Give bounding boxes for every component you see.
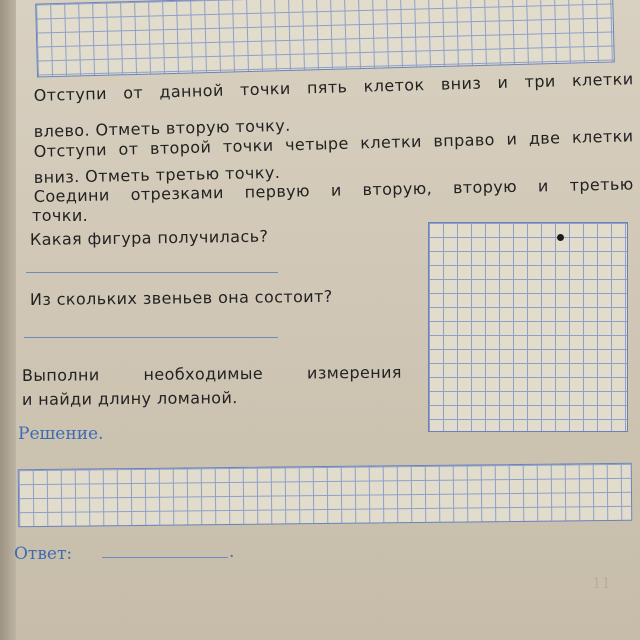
word: и xyxy=(497,72,509,93)
word: измерения xyxy=(306,362,402,383)
word: клетки xyxy=(571,126,634,147)
word: четыре xyxy=(284,133,349,155)
word: точки xyxy=(222,135,274,157)
first-point-dot xyxy=(557,234,564,241)
word: клетки xyxy=(571,69,634,90)
task-line-6: точки. xyxy=(32,206,89,225)
word: первую xyxy=(244,181,311,202)
word: и xyxy=(330,180,342,200)
word: и xyxy=(506,129,518,149)
word: данной xyxy=(159,80,225,102)
solution-heading: Решение. xyxy=(18,424,104,444)
word: Отступи xyxy=(33,83,108,105)
word: третью xyxy=(569,174,634,195)
word: второй xyxy=(149,137,212,158)
word: пять xyxy=(306,77,348,98)
task-line-2: влево. Отметь вторую точку. xyxy=(33,115,291,141)
answer-label: Ответ: xyxy=(14,544,73,564)
word: Соедини xyxy=(33,185,110,206)
word: отрезками xyxy=(130,183,224,204)
word: вправо xyxy=(433,129,496,151)
word: от xyxy=(122,82,144,103)
question-figure: Какая фигура получилась? xyxy=(29,226,269,249)
word: необходимые xyxy=(143,363,264,384)
word: две xyxy=(528,128,561,149)
question-segments: Из скольких звеньев она состоит? xyxy=(29,286,333,309)
word: три xyxy=(524,71,556,92)
task-line-4: вниз. Отметь третью точку. xyxy=(33,162,281,187)
word: клеток xyxy=(363,75,425,96)
drawing-grid[interactable] xyxy=(428,222,628,432)
answer-line-segments[interactable] xyxy=(24,337,278,338)
word: Выполни xyxy=(21,365,100,385)
word: вниз xyxy=(440,73,482,94)
instruction-line-1 xyxy=(22,363,402,385)
top-grid xyxy=(35,0,615,78)
page-number: 11 xyxy=(592,574,612,592)
word: Отступи xyxy=(33,140,108,161)
answer-period: . xyxy=(229,542,235,562)
word: клетки xyxy=(360,131,423,153)
word: вторую xyxy=(452,176,518,198)
answer-line-final[interactable] xyxy=(102,557,228,558)
word: точки xyxy=(239,78,291,100)
instruction-line-2: и найди длину ломаной. xyxy=(21,388,238,409)
word: и xyxy=(537,176,549,196)
solution-grid[interactable] xyxy=(18,463,633,527)
answer-line-figure[interactable] xyxy=(26,272,278,273)
word: от xyxy=(118,139,139,159)
word: вторую, xyxy=(362,178,433,200)
